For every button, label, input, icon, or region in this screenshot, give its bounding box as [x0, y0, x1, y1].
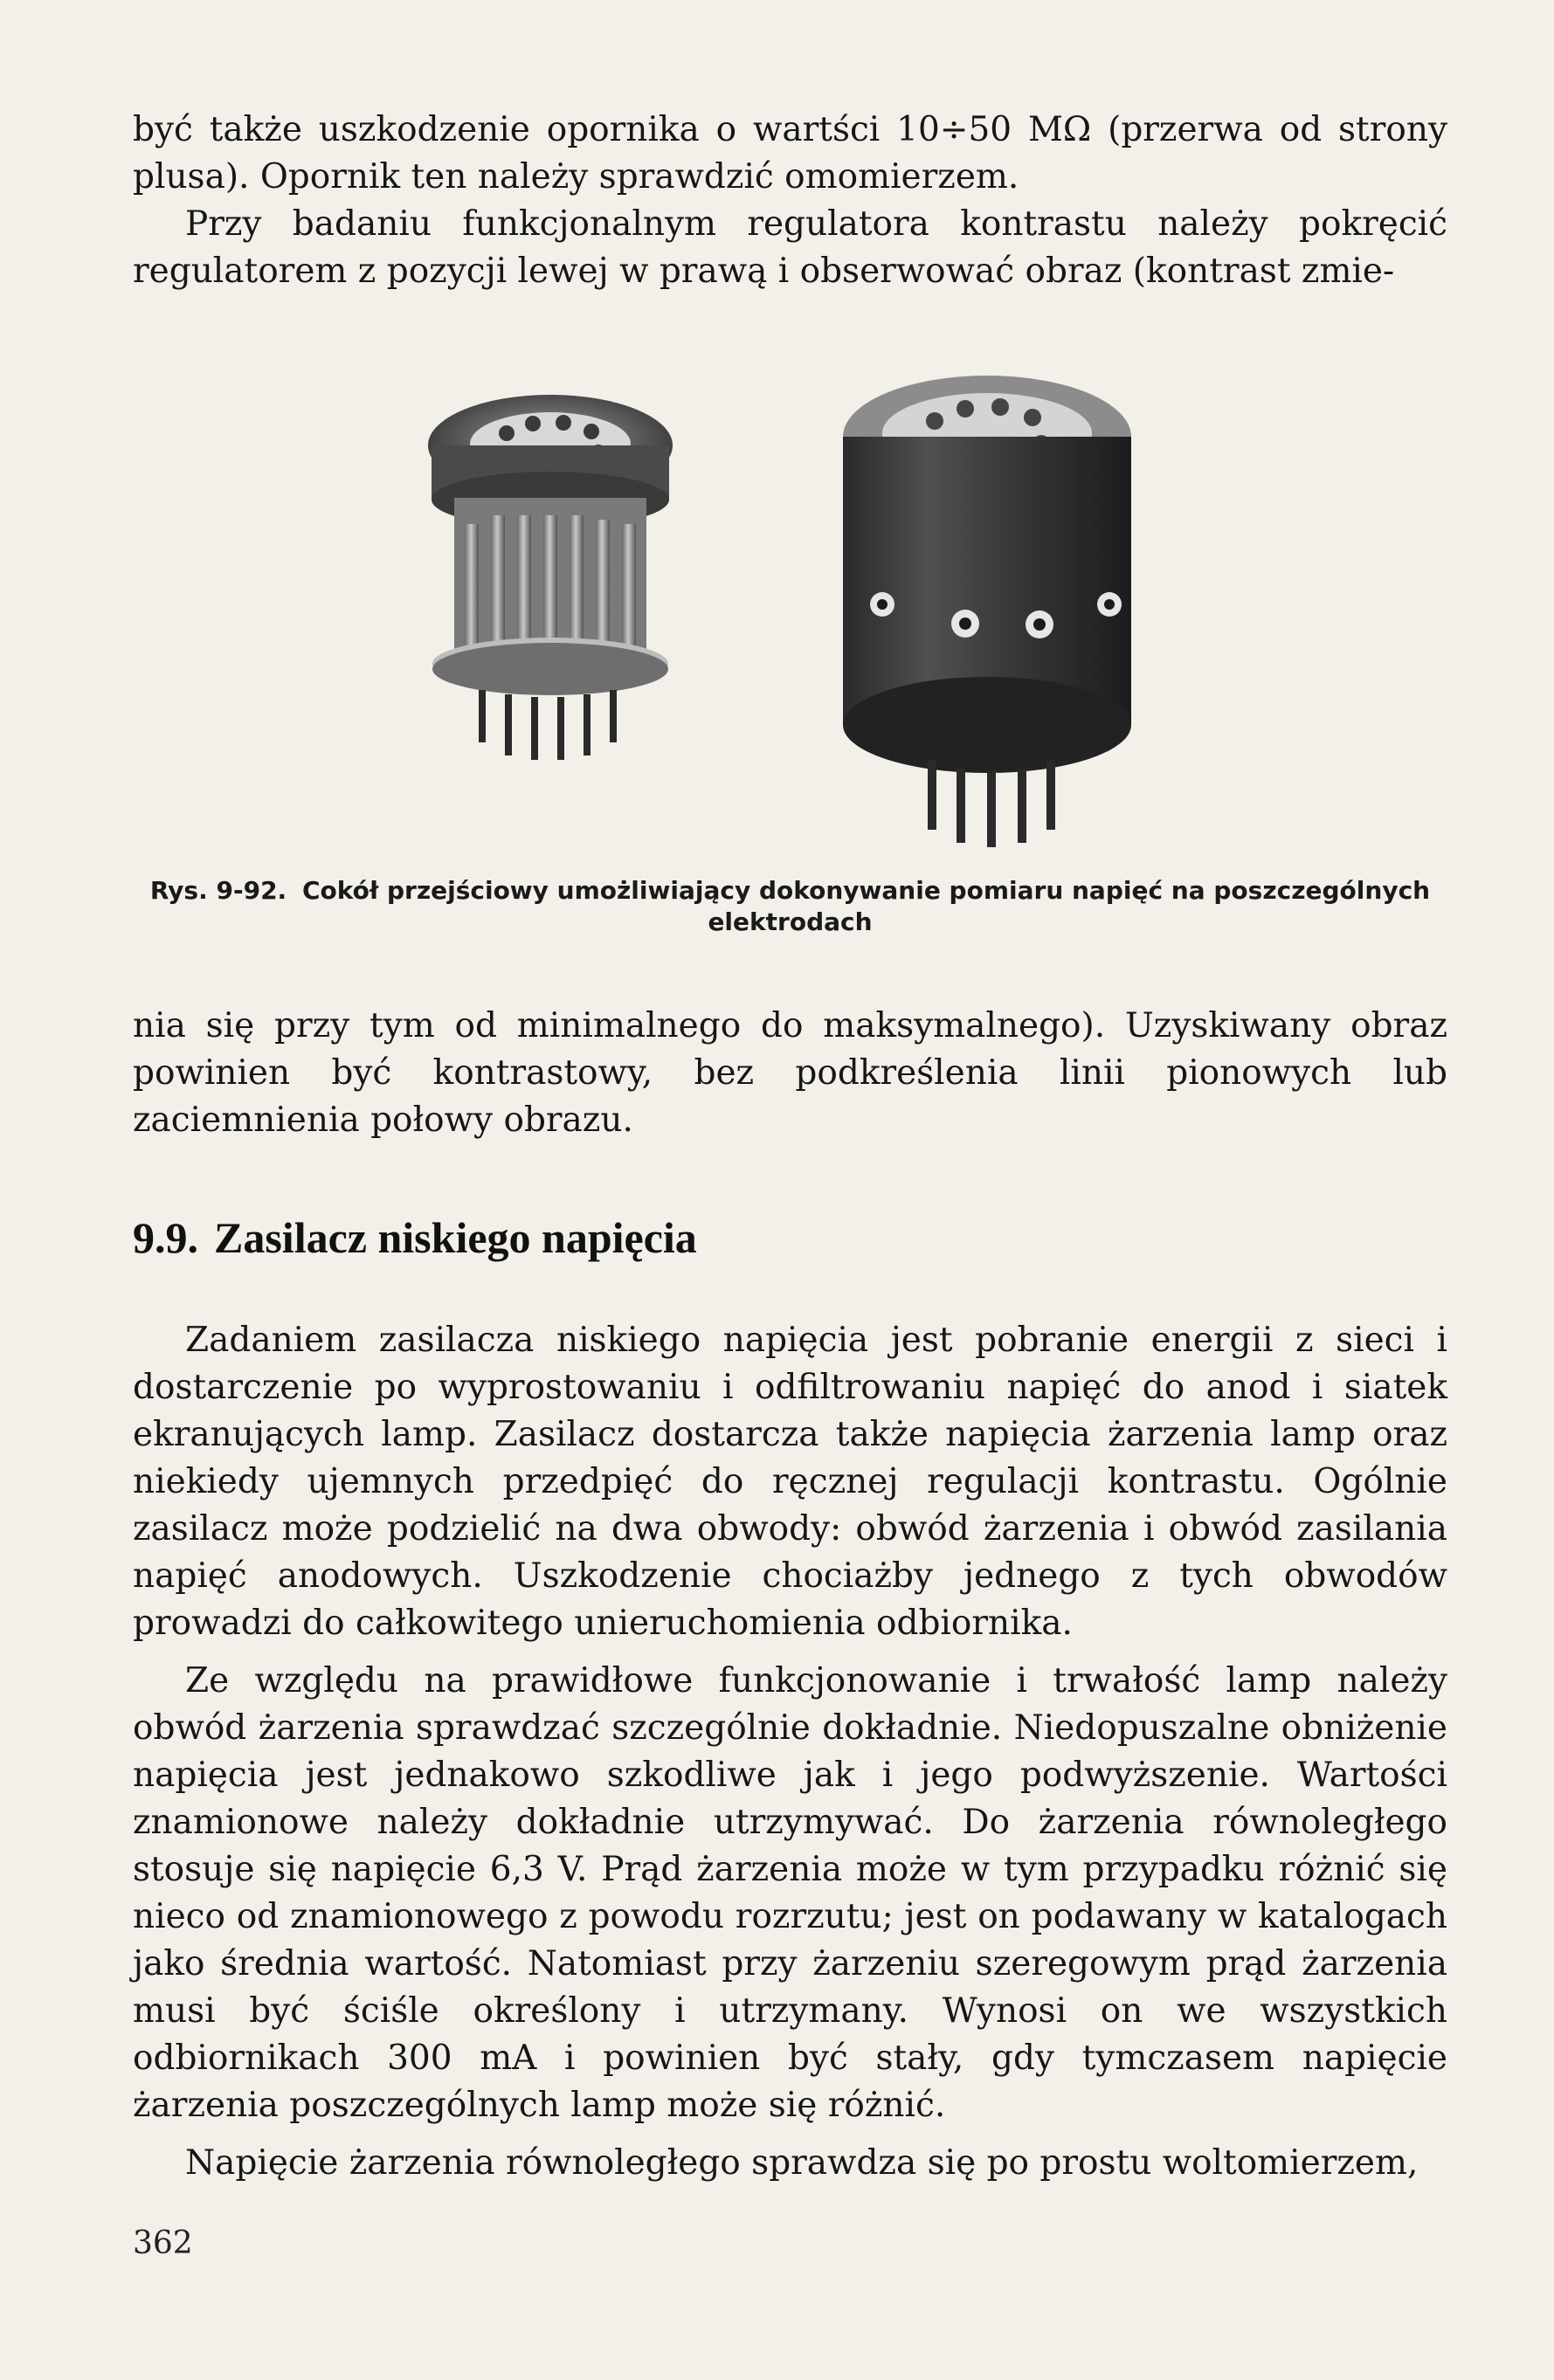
section-heading: [133, 1210, 697, 1266]
section-title: Zasilacz niskiego napięcia: [214, 1213, 697, 1262]
figure-label: Rys. 9-92.: [149, 876, 287, 905]
paragraph-regulator-kontrastu: Przy badaniu funkcjonalnym regulatora kontrastu należy pokręcić regulatorem z pozycji lewej w prawą i obserwować obraz (kontrast zmie-: [133, 204, 1447, 291]
page-number: 362: [133, 2225, 193, 2261]
figure-socket-adapter: [411, 376, 1179, 865]
paragraph-zasilacz: Zadaniem zasilacza niskiego napięcia jest pobranie energii z sieci i dostarczenie po wyprostowaniu i odfiltrowaniu napięć do anod i siatek ekranujących lamp. Zasilacz dostarcza także napięcia żarzenia lamp oraz niekiedy ujemnych przedpięć do ręcznej regulacji kontrastu. Ogólnie zasilacz może podzielić na dwa obwody: obwód żarzenia i obwód zasilania napięć anodowych. Uszkodzenie chociażby jednego z tych obwodów prowadzi do całkowitego unieruchomienia odbiornika.: [133, 1321, 1447, 1643]
paragraph-obraz: nia się przy tym od minimalnego do maksymalnego). Uzyskiwany obraz powinien być kontrastowy, bez podkreślenia linii pionowych lub zaciemnienia połowy obrazu.: [133, 1006, 1447, 1140]
section-number: 9.9.: [133, 1213, 198, 1262]
figure-caption: [133, 875, 1447, 938]
left-socket: [428, 395, 673, 760]
paragraph-obwod-zarzenia: Ze względu na prawidłowe funkcjonowanie i trwałość lamp należy obwód żarzenia sprawdzać szczególnie dokładnie. Niedopuszalne obniżenie napięcia jest jednakowo szkodliwe jak i jego podwyższenie. Wartości znamionowe należy dokładnie utrzymywać. Do żarzenia równoległego stosuje się napięcie 6,3 V. Prąd żarzenia może w tym przypadku różnić się nieco od znamionowego z powodu rozrzutu; jest on podawany w katalogach jako średnia wartość. Natomiast przy żarzeniu szeregowym prąd żarzenia musi być ściśle określony i utrzymany. Wynosi on we wszystkich odbiornikach 300 mA i powinien być stały, gdy tymczasem napięcie żarzenia poszczególnych lamp może się różnić.: [133, 1661, 1447, 2125]
socket-adapter-photo: [411, 376, 1179, 865]
figure-caption-text: Cokół przejściowy umożliwiający dokonywanie pomiaru napięć na poszczególnych elektrodach: [301, 876, 1431, 936]
right-socket: [843, 376, 1131, 847]
paragraph-woltomierz: Napięcie żarzenia równoległego sprawdza się po prostu woltomierzem,: [185, 2143, 1419, 2183]
paragraph-opornik: być także uszkodzenie opornika o wartści 10÷50 MΩ (przerwa od strony plusa). Opornik ten należy sprawdzić omomierzem.: [133, 110, 1447, 197]
